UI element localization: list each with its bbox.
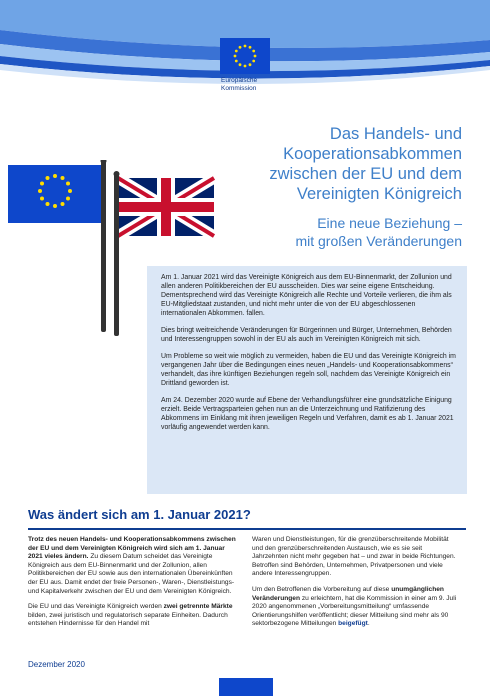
- intro-paragraph-4: Am 24. Dezember 2020 wurde auf Ebene der Verhandlungsführer eine grundsätzliche Einigung erzielt. Beide Vertragsparteien gehen nun an die Unterzeichnung und Ratifizierung des Abkommens im Einklang mit ihren jeweiligen Regeln und Verfahren, damit es ab 1. Januar 2021 vorläufig angewendet werden kann.: [161, 397, 454, 431]
- title-line-4: Vereinigten Königreich: [296, 185, 462, 203]
- left-paragraph-1-bold: Trotz des neuen Handels- und Kooperationsabkommens zwischen der EU und dem Vereinigten Königreich wird sich am 1. Januar 2021 vieles ändern.: [28, 536, 236, 561]
- section-heading: Was ändert sich am 1. Januar 2021?: [28, 507, 251, 522]
- eu-commission-logo: [213, 38, 277, 93]
- publication-date: Dezember 2020: [28, 660, 85, 669]
- intro-panel: [147, 266, 467, 494]
- left-paragraph-2: [28, 603, 236, 629]
- intro-paragraph-1: Am 1. Januar 2021 wird das Vereinigte Königreich aus dem EU-Binnenmarkt, der Zollunion und allen anderen Politikbereichen der EU ausscheiden. Dies war seine eigene Entscheidung. Dementsprechend wird das Vereinigte Königreich alle Rechte und Vorteile verlieren, die ihm als EU-Mitgliedstaat zustanden, und nicht mehr unter die von der EU abgeschlossenen internationalen Abkommen. fallen.: [161, 274, 452, 317]
- right-column: [252, 536, 460, 636]
- logo-text-line2: Kommission: [221, 85, 257, 92]
- left-column: [28, 536, 236, 636]
- right-paragraph-2-end: .: [367, 620, 370, 628]
- bottom-tab-decoration: [219, 678, 273, 696]
- document-title: [202, 124, 462, 204]
- right-paragraph-1: Waren und Dienstleistungen, für die grenzüberschreitende Mobilität und den grenzüberschreitenden Austausch, wie es sie seit Jahrzehnten nicht mehr gegeben hat – und zwar in beide Richtungen. Betroffen sind Behörden, Unternehmen, Privatpersonen und viele andere Interessengruppen.: [252, 536, 456, 578]
- header-band: [0, 0, 490, 108]
- left-paragraph-2-text-a: Die EU und das Vereinigte Königreich werden: [28, 603, 164, 611]
- right-paragraph-2-text-a: Um den Betroffenen die Vorbereitung auf diese: [252, 585, 392, 593]
- title-line-2: Kooperationsabkommen: [283, 145, 462, 163]
- title-line-3: zwischen der EU und dem: [269, 165, 462, 183]
- right-paragraph-2-text-b: zu erleichtern, hat die Kommission in einer am 9. Juli 2020 angenommenen „Vorbereitungsmitteilung“ umfassende Orientierungshilfen veröffentlicht; dieser Mitteilung sind mehr als 90 sektorbezogene Mitteilungen: [252, 594, 457, 628]
- intro-paragraph-3: Um Probleme so weit wie möglich zu vermeiden, haben die EU und das Vereinigte Königreich im vergangenen Jahr über die Bedingungen eines neuen „Handels- und Kooperationsabkommens“ verhandelt, das ihre künftigen Beziehungen regeln soll, nachdem das Vereinigte Königreich ein Drittland geworden ist.: [161, 353, 456, 387]
- annex-link[interactable]: beigefügt: [338, 620, 368, 628]
- eu-flag-icon: [220, 38, 270, 74]
- left-paragraph-2-text-b: bilden, zwei juristisch und regulatorisch separate Einheiten. Dadurch entstehen Hindernisse für den Handel mit: [28, 611, 228, 628]
- title-line-1: Das Handels- und: [329, 125, 462, 143]
- document-title-block: [202, 124, 462, 250]
- document-subtitle: [202, 214, 462, 250]
- subtitle-line-2: mit großen Veränderungen: [295, 233, 462, 249]
- left-paragraph-1: [28, 536, 236, 596]
- section-divider: [28, 528, 466, 530]
- logo-text-line1: Europäische: [221, 77, 258, 84]
- subtitle-line-1: Eine neue Beziehung –: [317, 215, 462, 231]
- intro-paragraph-2: Dies bringt weitreichende Veränderungen für Bürgerinnen und Bürger, Unternehmen, Behörden und Interessengruppen sowohl in der EU als auch im Vereinigten Königreich mit sich.: [161, 327, 452, 343]
- right-paragraph-2-bold: unumgänglichen Veränderungen: [252, 585, 444, 602]
- left-paragraph-2-bold: zwei getrennte Märkte: [163, 603, 233, 611]
- right-paragraph-2: [252, 586, 460, 629]
- left-paragraph-1-text: Zu diesem Datum scheidet das Vereinigte Königreich aus dem EU-Binnenmarkt und der Zollunion, allen Politikbereichen der EU sowie aus den internationalen Übereinkünften der EU aus. Damit endet der freie Personen-, Waren-, Dienstleistungs- und Kapitalverkehr zwischen der EU und dem Vereinigten Königreich.: [28, 553, 235, 595]
